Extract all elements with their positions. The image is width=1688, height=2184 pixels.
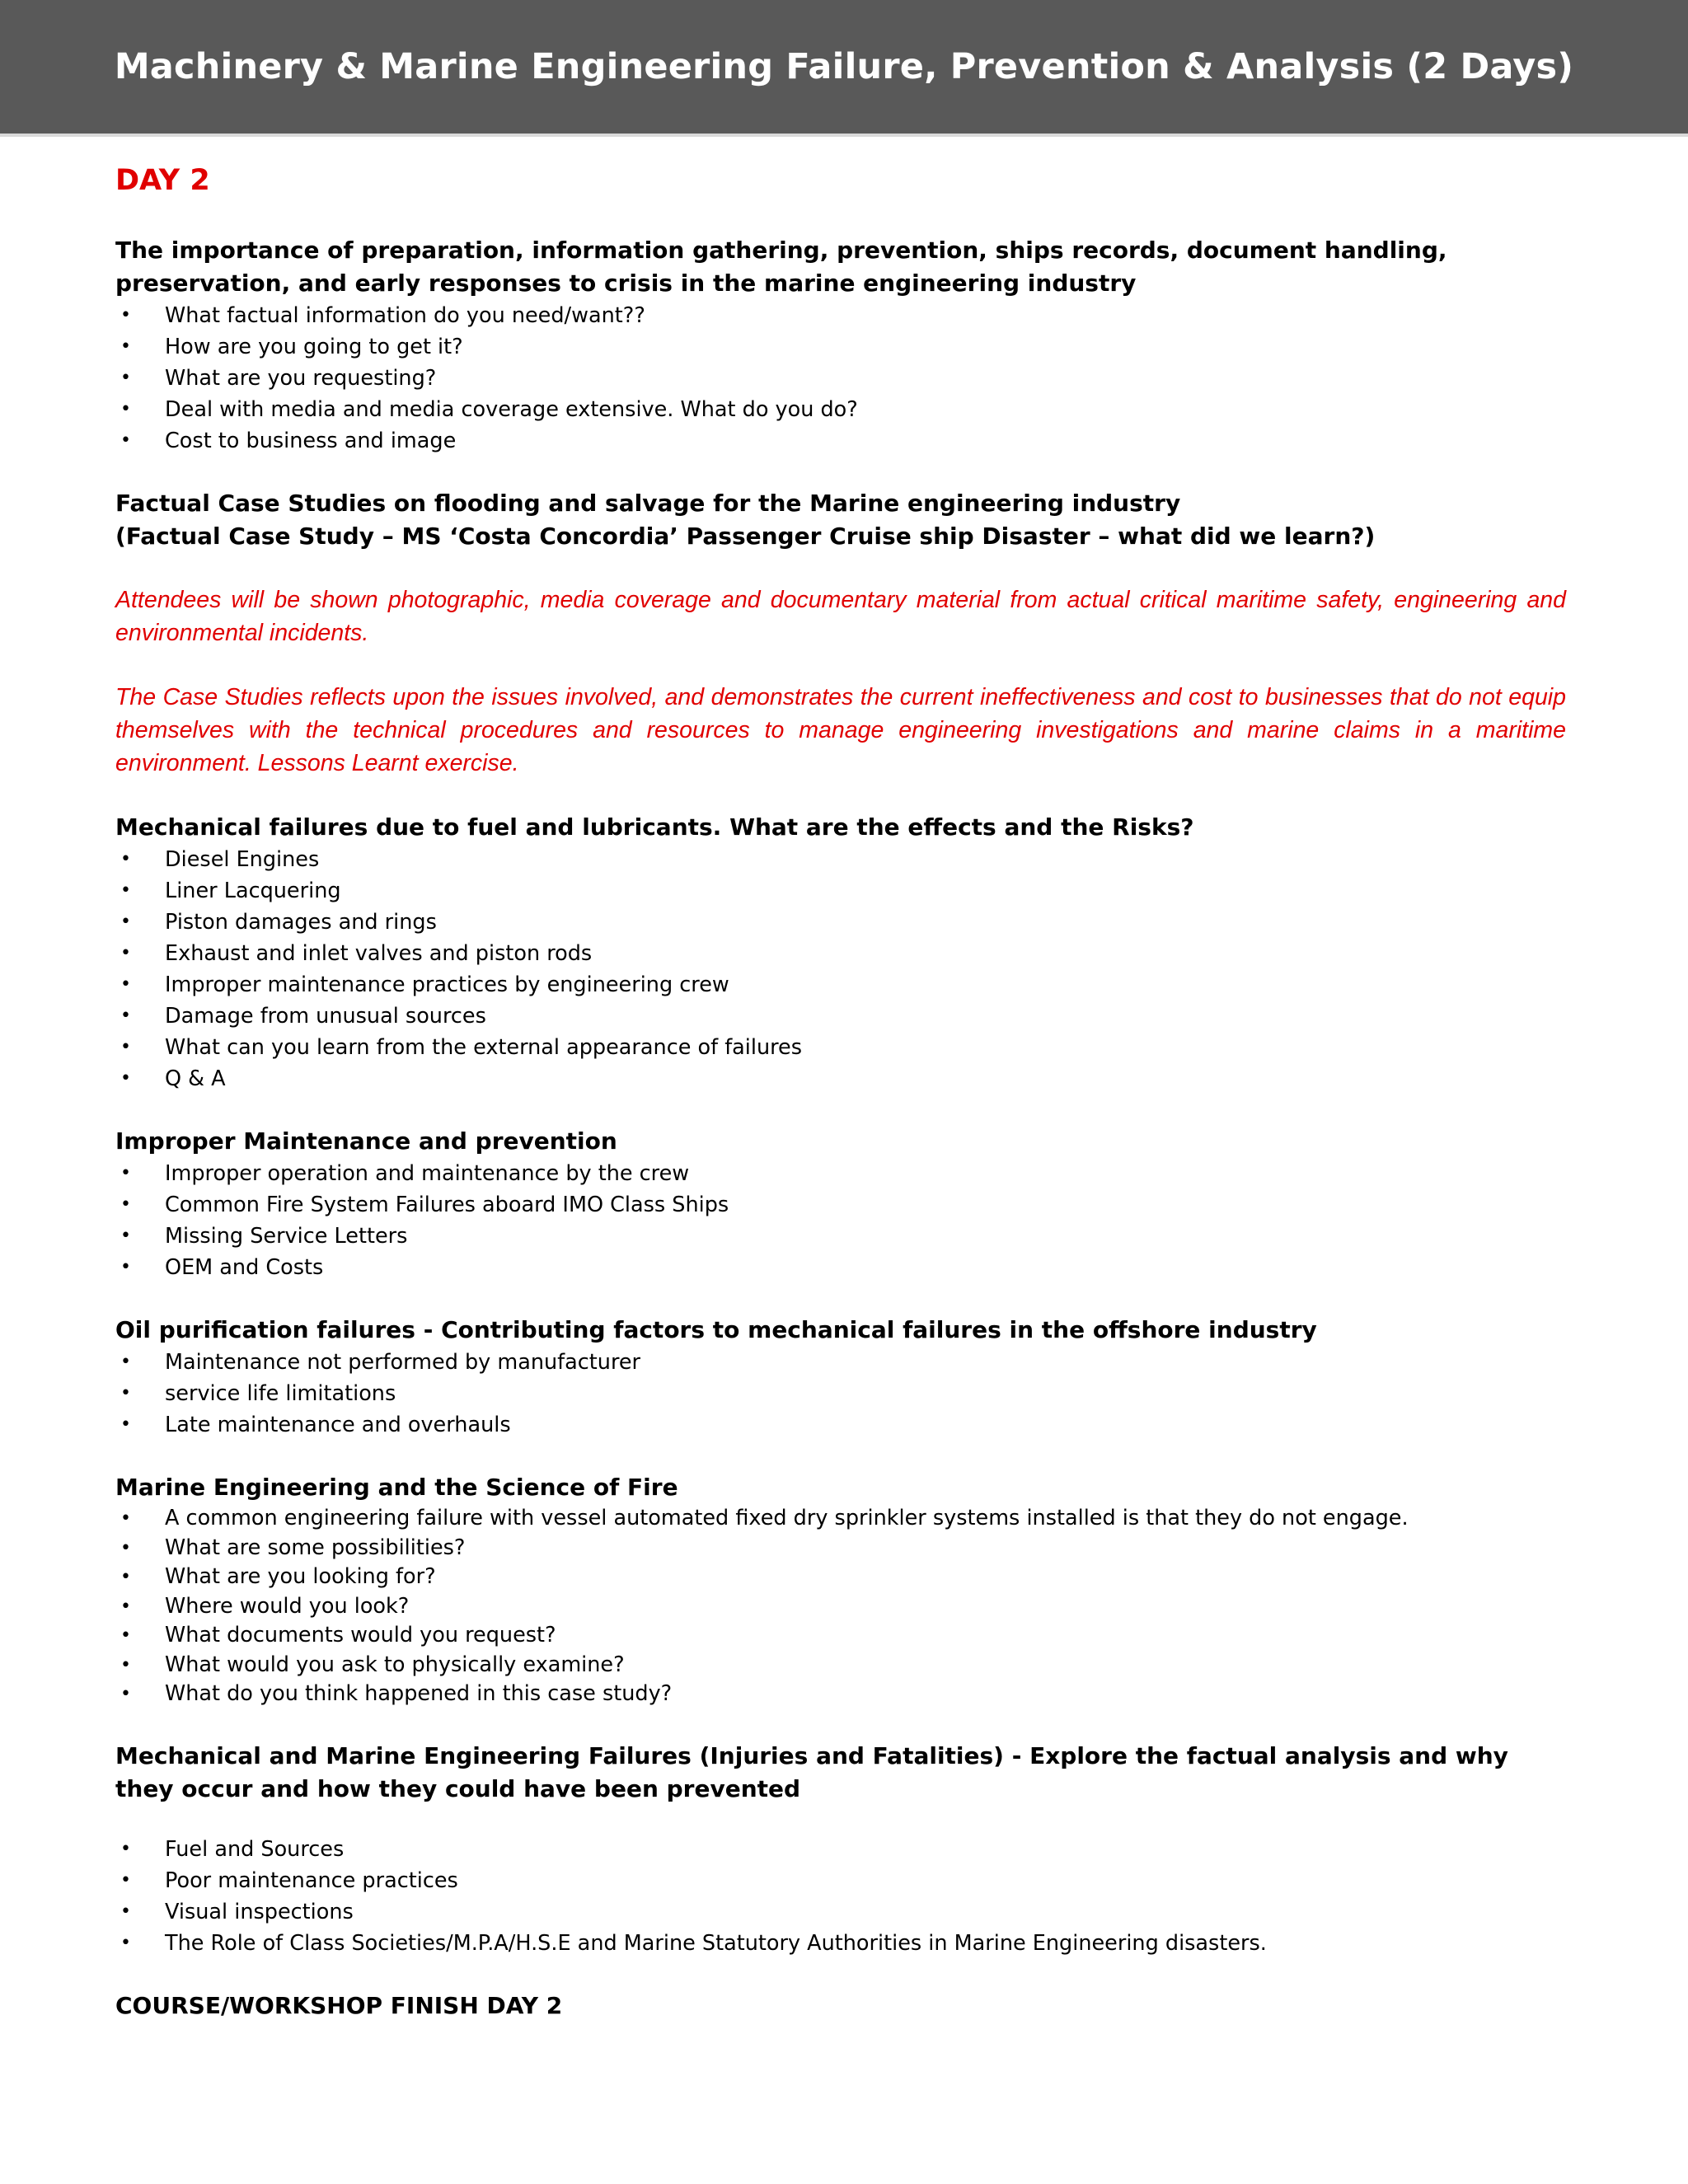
bullet-icon: • — [120, 1257, 131, 1277]
list-item: • Piston damages and rings — [115, 907, 1566, 938]
section-fuel-lubricants — [115, 811, 1566, 1094]
document-body — [115, 163, 1566, 2022]
case-study-note: Attendees will be shown photographic, media coverage and documentary material from actual critical maritime safety, engineering and environmental incidents. — [115, 587, 1566, 646]
bullet-icon: • — [120, 1194, 131, 1215]
list-item: • Visual inspections — [115, 1896, 1566, 1928]
bullet-icon: • — [120, 399, 131, 419]
list-item: • What factual information do you need/want?? — [115, 300, 1566, 331]
list-item: • How are you going to get it? — [115, 331, 1566, 363]
day-heading: DAY 2 — [115, 164, 210, 197]
list-item: • Common Fire System Failures aboard IMO Class Ships — [115, 1189, 1566, 1221]
list-item: • What are you requesting? — [115, 363, 1566, 394]
section-title: Marine Engineering and the Science of Fire — [115, 1474, 678, 1501]
bullet-icon: • — [120, 1383, 131, 1404]
bullet-icon: • — [120, 1654, 131, 1675]
list-item: • What would you ask to physically examine? — [115, 1651, 1566, 1680]
bullet-icon: • — [120, 305, 131, 326]
list-item: • Q & A — [115, 1063, 1566, 1094]
list-item: • Deal with media and media coverage extensive. What do you do? — [115, 394, 1566, 425]
section-improper-maintenance — [115, 1125, 1566, 1283]
bullet-icon: • — [120, 943, 131, 963]
bullet-list — [115, 844, 1566, 1094]
list-item: • Improper maintenance practices by engineering crew — [115, 969, 1566, 1001]
section-preparation — [115, 234, 1566, 457]
bullet-list — [115, 1347, 1566, 1441]
bullet-list — [115, 1834, 1566, 1959]
bullet-icon: • — [120, 1596, 131, 1617]
list-item: • The Role of Class Societies/M.P.A/H.S.E and Marine Statutory Authorities in Marine Engineering disasters. — [115, 1928, 1566, 1959]
bullet-icon: • — [120, 849, 131, 869]
list-item: • Late maintenance and overhauls — [115, 1409, 1566, 1441]
section-case-studies — [115, 487, 1566, 553]
bullet-icon: • — [120, 1567, 131, 1587]
list-item: • What are you looking for? — [115, 1563, 1566, 1592]
bullet-icon: • — [120, 1537, 131, 1558]
bullet-icon: • — [120, 1684, 131, 1704]
bullet-icon: • — [120, 1037, 131, 1057]
bullet-list — [115, 1504, 1566, 1709]
section-title: Mechanical failures due to fuel and lubricants. What are the effects and the Risks? — [115, 813, 1194, 841]
list-item: • Missing Service Letters — [115, 1221, 1566, 1252]
bullet-icon: • — [120, 1414, 131, 1435]
bullet-icon: • — [120, 1869, 131, 1891]
list-item: • Exhaust and inlet valves and piston rods — [115, 938, 1566, 969]
bullet-icon: • — [120, 880, 131, 901]
section-title: Mechanical and Marine Engineering Failures (Injuries and Fatalities) - Explore the factual analysis and why they occur and how they could have been prevented — [115, 1741, 1508, 1802]
section-oil-purification — [115, 1314, 1566, 1441]
section-subtitle: (Factual Case Study – MS ‘Costa Concordia’ Passenger Cruise ship Disaster – what did we learn?) — [115, 523, 1376, 550]
bullet-list — [115, 300, 1566, 457]
section-title: The importance of preparation, information gathering, prevention, ships records, document handling, preservation, and early responses to crisis in the marine engineering industry — [115, 237, 1447, 297]
list-item: • service life limitations — [115, 1378, 1566, 1409]
section-title: Oil purification failures - Contributing factors to mechanical failures in the offshore industry — [115, 1316, 1317, 1343]
list-item: • What do you think happened in this case study? — [115, 1680, 1566, 1709]
list-item: • Maintenance not performed by manufacturer — [115, 1347, 1566, 1378]
bullet-icon: • — [120, 1005, 131, 1026]
bullet-icon: • — [120, 368, 131, 388]
bullet-icon: • — [120, 1226, 131, 1246]
section-title: Factual Case Studies on flooding and salvage for the Marine engineering industry — [115, 490, 1181, 517]
list-item: • Where would you look? — [115, 1592, 1566, 1622]
list-item: • What can you learn from the external appearance of failures — [115, 1032, 1566, 1063]
bullet-icon: • — [120, 912, 131, 932]
bullet-icon: • — [120, 1900, 131, 1922]
list-item: • Diesel Engines — [115, 844, 1566, 875]
bullet-icon: • — [120, 1508, 131, 1529]
bullet-icon: • — [120, 336, 131, 357]
bullet-icon: • — [120, 1352, 131, 1372]
list-item: • Damage from unusual sources — [115, 1001, 1566, 1032]
list-item: • Fuel and Sources — [115, 1834, 1566, 1865]
list-item: • What documents would you request? — [115, 1621, 1566, 1651]
case-study-note: The Case Studies reflects upon the issues involved, and demonstrates the current ineffectiveness and cost to businesses that do not equip themselves with the technical procedures and resources to manage engineering investigations and marine claims in a maritime environment. Lessons Learnt exercise. — [115, 684, 1566, 776]
bullet-icon: • — [120, 1068, 131, 1089]
header-bar — [0, 0, 1688, 137]
bullet-icon: • — [120, 1932, 131, 1953]
page-title: Machinery & Marine Engineering Failure, Prevention & Analysis (2 Days) — [114, 46, 1574, 87]
bullet-icon: • — [120, 1838, 131, 1859]
section-title: Improper Maintenance and prevention — [115, 1127, 617, 1155]
bullet-icon: • — [120, 974, 131, 995]
list-item: • What are some possibilities? — [115, 1534, 1566, 1563]
bullet-icon: • — [120, 1625, 131, 1646]
list-item: • Liner Lacquering — [115, 875, 1566, 907]
list-item: • Improper operation and maintenance by the crew — [115, 1158, 1566, 1189]
list-item: • OEM and Costs — [115, 1252, 1566, 1283]
section-science-of-fire — [115, 1471, 1566, 1709]
course-finish-note: COURSE/WORKSHOP FINISH DAY 2 — [115, 1991, 563, 2019]
bullet-list — [115, 1158, 1566, 1283]
section-injuries-fatalities — [115, 1740, 1566, 1959]
list-item: • Poor maintenance practices — [115, 1865, 1566, 1896]
bullet-icon: • — [120, 1163, 131, 1183]
list-item: • A common engineering failure with vessel automated fixed dry sprinkler systems installed is that they do not engage. — [115, 1504, 1566, 1534]
bullet-icon: • — [120, 430, 131, 451]
list-item: • Cost to business and image — [115, 425, 1566, 457]
